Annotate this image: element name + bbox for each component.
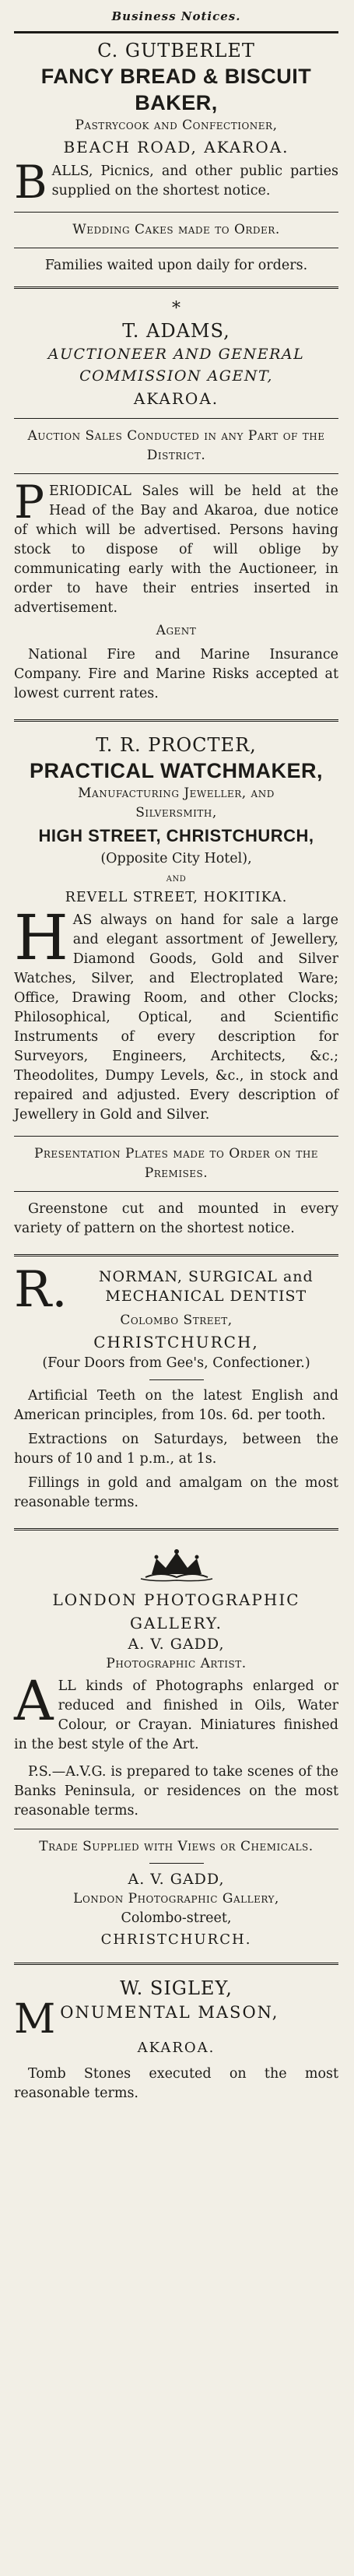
ad-note: Presentation Plates made to Order on the Premises. (33, 1146, 319, 1181)
ad-trade: PRACTICAL WATCHMAKER, (30, 759, 323, 782)
ad-title: NORMAN, SURGICAL and (98, 1268, 314, 1285)
crown-ornament-icon (138, 1548, 216, 1583)
ad-postscript: P.S.—A.V.G. is prepared to take scenes of the Banks Peninsula, or residences on the most reasonable terms. (14, 1764, 338, 1819)
ad-place: AKAROA. (137, 2040, 216, 2056)
ad-name: T. ADAMS, (122, 320, 230, 342)
ad-address: REVELL STREET, HOKITIKA. (65, 890, 288, 905)
ad-separator (14, 1963, 338, 1965)
ad-street: Colombo Street, (120, 1313, 233, 1328)
ad-title: LONDON PHOTOGRAPHIC (52, 1590, 300, 1609)
ad-name: C. GUTBERLET (97, 40, 255, 62)
ad-paragraph: Extractions on Saturdays, between the hours of 10 and 1 p.m., at 1s. (14, 1432, 338, 1467)
section-header: Business Notices. (111, 9, 241, 23)
ad-adams (14, 297, 338, 712)
ad-heading (14, 1996, 338, 2043)
ad-sigley (14, 1973, 338, 2111)
ad-subtitle: Manufacturing Jeweller, and (78, 785, 275, 801)
ad-body-text: LL kinds of Photographs enlarged or reduced and finished in Oils, Water Colour, or Crayan. Miniatures finished in the best style of the Art. (14, 1678, 338, 1752)
ad-address: BEACH ROAD, AKAROA. (63, 138, 289, 156)
ad-gallery: London Photographic Gallery, (73, 1891, 279, 1907)
ad-subtitle: Pastrycook and Confectioner, (75, 118, 278, 133)
ad-paragraph: Artificial Teeth on the latest English and American principles, from 10s. 6d. per tooth. (14, 1388, 338, 1423)
ad-title: AUCTIONEER AND GENERAL (47, 346, 305, 363)
ad-title: GALLERY. (129, 1614, 223, 1632)
ad-agent: Agent (156, 623, 197, 638)
ad-insurance: National Fire and Marine Insurance Company. Fire and Marine Risks accepted at lowest current rates. (14, 647, 338, 701)
divider (14, 1191, 338, 1192)
ad-and: and (166, 872, 187, 884)
divider (14, 1136, 338, 1137)
ad-name: W. SIGLEY, (120, 1977, 233, 1999)
ad-street: Colombo-street, (121, 1910, 232, 1926)
ad-name: A. V. GADD, (128, 1636, 225, 1653)
ad-separator (14, 719, 338, 722)
ad-trade: FANCY BREAD & BISCUIT BAKER, (40, 65, 312, 114)
ad-paragraph: Fillings in gold and amalgam on the most reasonable terms. (14, 1475, 338, 1510)
star-ornament: * (172, 299, 181, 318)
ad-subtitle: Silversmith, (135, 805, 217, 821)
ad-body-text: AS always on hand for sale a large and elegant assortment of Jewellery, Diamond Goods, Gold and Silver Watches, Silver, and Electroplated Ware; Office, Drawing Room, and other Clocks; Philosophical, Optical, and Scientific Instruments of every description for Surveyors, Engineers, Architects, &c.; Theodolites, Dumpy Levels, &c., in stock and repaired and adjusted. Every description of Jewellery in Gold and Silver. (14, 912, 338, 1123)
ad-address-note: (Four Doors from Gee's, Confectioner.) (42, 1355, 310, 1371)
dropcap: B (14, 156, 47, 209)
ad-body (14, 476, 338, 618)
ad-address-note: (Opposite City Hotel), (100, 851, 252, 866)
ad-note: Greenstone cut and mounted in every variety of pattern on the shortest notice. (14, 1201, 338, 1236)
ad-title: ONUMENTAL MASON, (60, 2003, 279, 2022)
divider (14, 212, 338, 213)
ad-gadd (14, 1538, 338, 1955)
dropcap: A (14, 1669, 54, 1733)
divider (149, 1379, 204, 1380)
ad-gutberlet (14, 35, 338, 279)
ad-note: Families waited upon daily for orders. (44, 258, 308, 273)
ad-procter (14, 729, 338, 1246)
ad-name: T. R. PROCTER, (96, 734, 257, 756)
ad-body (14, 901, 338, 1125)
ad-body-text: ALLS, Picnics, and other public parties supplied on the shortest notice. (51, 163, 338, 199)
ad-note: Wedding Cakes made to Order. (72, 222, 280, 237)
ad-separator (14, 1254, 338, 1256)
dropcap: R. (14, 1261, 68, 1319)
ad-role: Photographic Artist. (106, 1656, 247, 1671)
ad-body-text: ERIODICAL Sales will be held at the Head of the Bay and Akaroa, due notice of which will be advertised. Persons having stock to dispose of will oblige by communicating early with the Auctioneer, in order to have their entries inserted in advertisement. (14, 483, 338, 616)
ad-place: AKAROA. (133, 389, 219, 408)
ad-title: COMMISSION AGENT, (79, 367, 273, 385)
ad-city: CHRISTCHURCH, (93, 1333, 259, 1351)
ad-separator (14, 286, 338, 289)
ad-norman (14, 1261, 338, 1520)
divider (149, 1863, 204, 1864)
ad-name: A. V. GADD, (128, 1871, 225, 1888)
ad-body (14, 1669, 338, 1755)
dropcap: P (14, 476, 45, 529)
ad-separator (14, 1528, 338, 1530)
ad-note: Auction Sales Conducted in any Part of the District. (27, 428, 325, 463)
ad-heading (14, 1261, 338, 1319)
ad-note: Trade Supplied with Views or Chemicals. (39, 1839, 314, 1854)
dropcap: H (14, 901, 68, 974)
ad-paragraph: Tomb Stones executed on the most reasonable terms. (14, 2066, 338, 2101)
ad-address: HIGH STREET, CHRISTCHURCH, (38, 826, 314, 845)
ad-body (14, 156, 338, 209)
divider (14, 418, 338, 419)
ad-city: CHRISTCHURCH. (100, 1931, 252, 1948)
header-rule (14, 31, 338, 33)
divider (14, 473, 338, 474)
dropcap: M (14, 1996, 56, 2043)
ad-title: MECHANICAL DENTIST (105, 1288, 307, 1305)
